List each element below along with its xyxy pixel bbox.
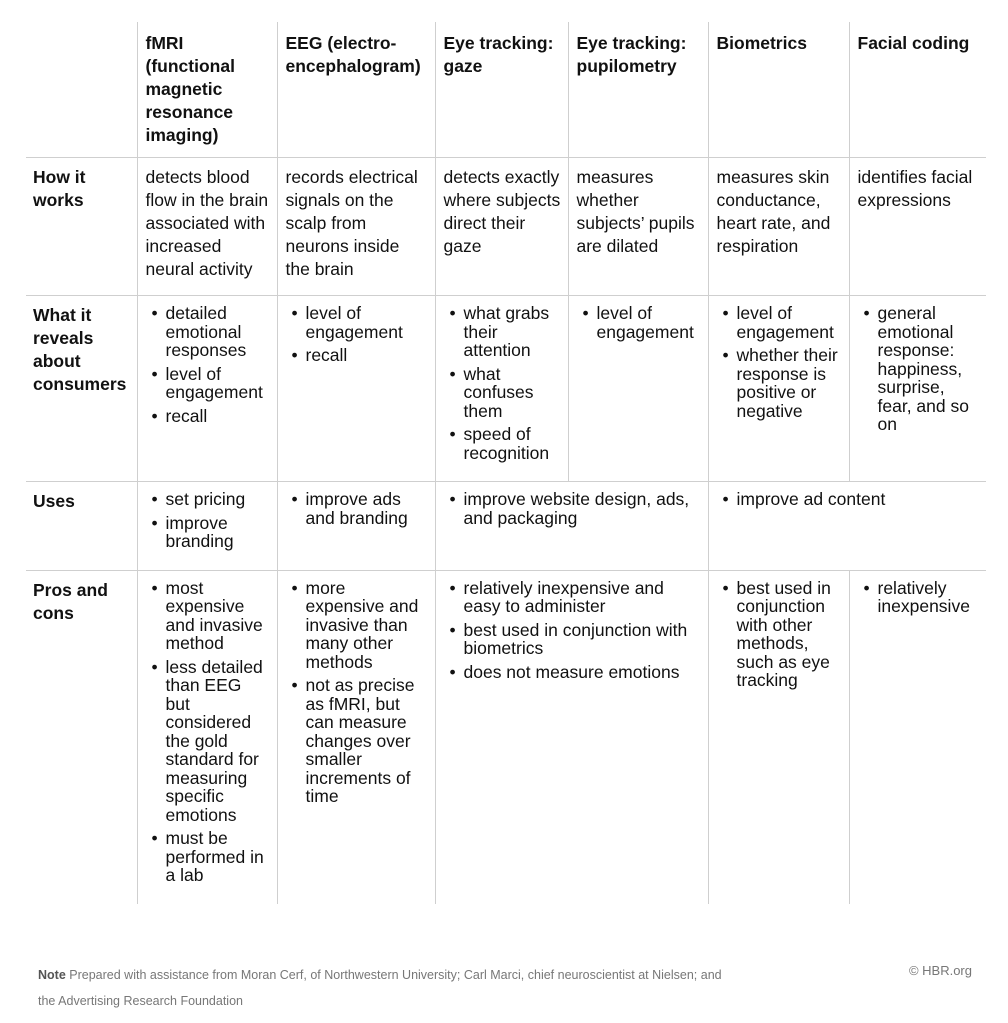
cell-how-fmri: detects blood flow in the brain associated with increased neural activity xyxy=(137,158,277,296)
cell-reveals-facial-coding xyxy=(849,296,986,482)
list-item: • relatively inexpensive xyxy=(858,579,981,616)
header-row xyxy=(26,22,986,158)
col-header-eye-gaze: Eye tracking: gaze xyxy=(435,22,568,158)
list-item: • set pricing xyxy=(146,490,271,509)
bullet-list xyxy=(444,304,562,462)
row-uses xyxy=(26,482,986,571)
bullet-list xyxy=(444,579,702,682)
col-header-facial-coding: Facial coding xyxy=(849,22,986,158)
cell-uses-fmri xyxy=(137,482,277,571)
cell-pros-eye-tracking xyxy=(435,570,708,904)
list-item: • improve branding xyxy=(146,514,271,551)
list-item: • not as precise as fMRI, but can measure changes over smaller increments of time xyxy=(286,676,429,806)
list-item: • general emotional response: happiness, surprise, fear, and so on xyxy=(858,304,981,434)
cell-how-biometrics: measures skin conductance, heart rate, and respiration xyxy=(708,158,849,296)
cell-uses-eye-tracking xyxy=(435,482,708,571)
bullet-list xyxy=(717,490,981,509)
row-label-what-it-reveals: What it reveals about consumers xyxy=(26,296,137,482)
row-label-uses: Uses xyxy=(26,482,137,571)
cell-pros-eeg xyxy=(277,570,435,904)
bullet-list xyxy=(858,579,981,616)
list-item: • best used in conjunction with other methods, such as eye tracking xyxy=(717,579,843,690)
col-header-eeg: EEG (electro- encephalogram) xyxy=(277,22,435,158)
list-item: • level of engagement xyxy=(146,365,271,402)
list-item: • improve ads and branding xyxy=(286,490,429,527)
bullet-list xyxy=(146,579,271,885)
bullet-list xyxy=(858,304,981,434)
source-note xyxy=(38,962,738,1014)
cell-how-eeg: records electrical signals on the scalp from neurons inside the brain xyxy=(277,158,435,296)
col-header-fmri: fMRI (functional magnetic resonance imaging) xyxy=(137,22,277,158)
list-item: • recall xyxy=(146,407,271,426)
note-text: Prepared with assistance from Moran Cerf, of Northwestern University; Carl Marci, chief neuroscientist at Nielsen; and the Advertising Research Foundation xyxy=(38,968,722,1008)
copyright-credit: © HBR.org xyxy=(908,963,972,978)
bullet-list xyxy=(286,304,429,365)
bullet-list xyxy=(577,304,702,341)
cell-how-eye-gaze: detects exactly where subjects direct their gaze xyxy=(435,158,568,296)
cell-pros-fmri xyxy=(137,570,277,904)
bullet-list xyxy=(717,304,843,420)
row-pros-and-cons xyxy=(26,570,986,904)
list-item: • whether their response is positive or negative xyxy=(717,346,843,420)
list-item: • what grabs their attention xyxy=(444,304,562,360)
list-item: • level of engagement xyxy=(717,304,843,341)
cell-pros-facial-coding xyxy=(849,570,986,904)
list-item: • level of engagement xyxy=(577,304,702,341)
cell-how-facial-coding: identifies facial expressions xyxy=(849,158,986,296)
bullet-list xyxy=(286,579,429,806)
row-label-pros-and-cons: Pros and cons xyxy=(26,570,137,904)
list-item: • must be performed in a lab xyxy=(146,829,271,885)
cell-uses-eeg xyxy=(277,482,435,571)
cell-reveals-eeg xyxy=(277,296,435,482)
bullet-list xyxy=(717,579,843,690)
row-what-it-reveals xyxy=(26,296,986,482)
cell-reveals-biometrics xyxy=(708,296,849,482)
cell-reveals-eye-gaze xyxy=(435,296,568,482)
bullet-list xyxy=(146,304,271,425)
col-header-eye-pupilometry: Eye tracking: pupilometry xyxy=(568,22,708,158)
list-item: • improve ad content xyxy=(717,490,981,509)
bullet-list xyxy=(444,490,702,527)
list-item: • relatively inexpensive and easy to administer xyxy=(444,579,702,616)
note-label: Note xyxy=(38,968,66,982)
list-item: • does not measure emotions xyxy=(444,663,702,682)
cell-reveals-eye-pupilometry xyxy=(568,296,708,482)
comparison-table xyxy=(26,22,986,904)
bullet-list xyxy=(286,490,429,527)
bullet-list xyxy=(146,490,271,551)
row-how-it-works xyxy=(26,158,986,296)
list-item: • most expensive and invasive method xyxy=(146,579,271,653)
list-item: • improve website design, ads, and packaging xyxy=(444,490,702,527)
list-item: • best used in conjunction with biometrics xyxy=(444,621,702,658)
list-item: • less detailed than EEG but considered the gold standard for measuring specific emotions xyxy=(146,658,271,825)
cell-pros-biometrics xyxy=(708,570,849,904)
cell-how-eye-pupilometry: measures whether subjects’ pupils are dilated xyxy=(568,158,708,296)
list-item: • level of engagement xyxy=(286,304,429,341)
corner-cell xyxy=(26,22,137,158)
list-item: • speed of recognition xyxy=(444,425,562,462)
cell-uses-biometrics-facial xyxy=(708,482,986,571)
list-item: • more expensive and invasive than many other methods xyxy=(286,579,429,672)
col-header-biometrics: Biometrics xyxy=(708,22,849,158)
cell-reveals-fmri xyxy=(137,296,277,482)
list-item: • detailed emotional responses xyxy=(146,304,271,360)
list-item: • recall xyxy=(286,346,429,365)
list-item: • what confuses them xyxy=(444,365,562,421)
row-label-how-it-works: How it works xyxy=(26,158,137,296)
